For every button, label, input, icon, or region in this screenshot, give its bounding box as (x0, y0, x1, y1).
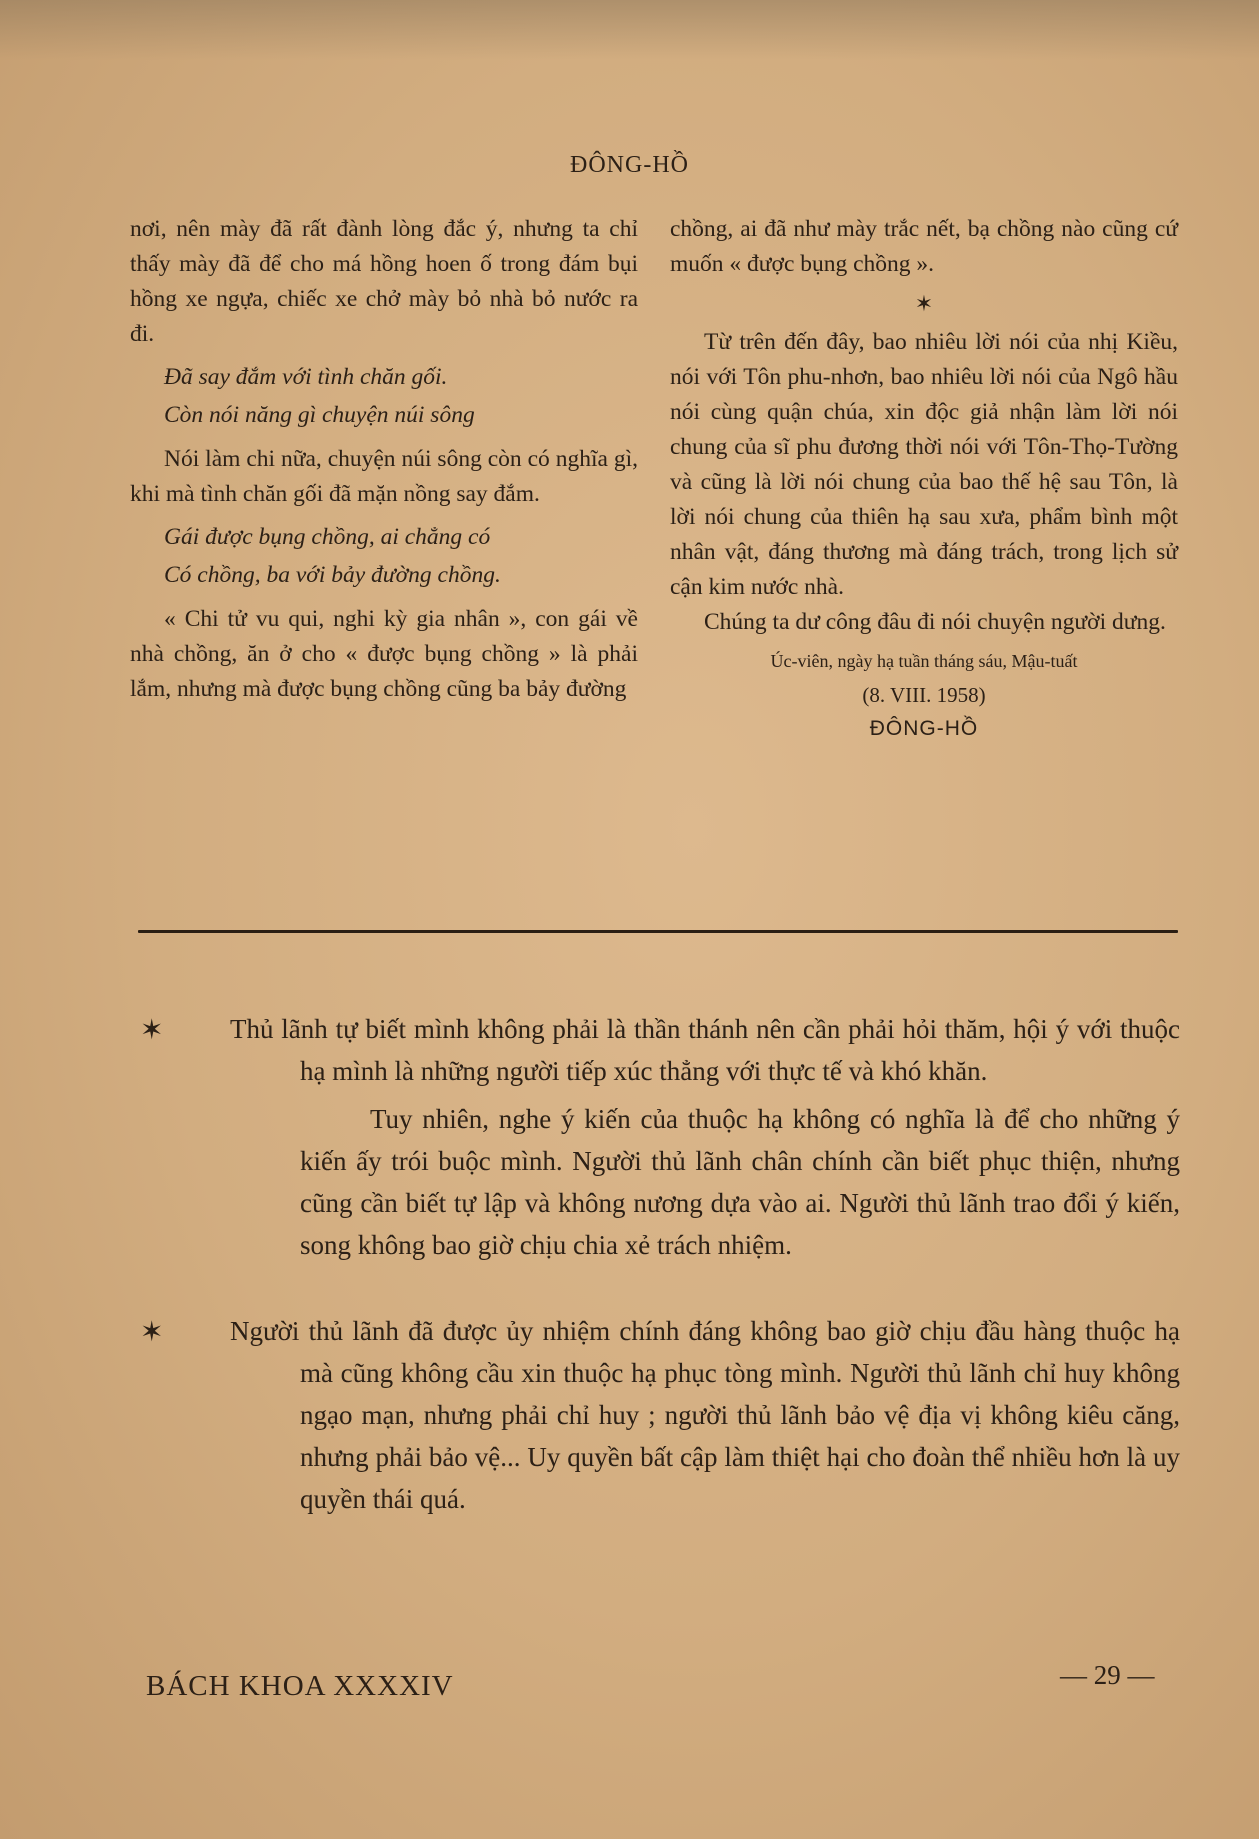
page-edge-shadow (0, 0, 1259, 60)
article-signoff (670, 644, 1178, 746)
left-paragraph-1: nơi, nên mày đã rất đành lòng đắc ý, nhưng ta chỉ thấy mày đã để cho má hồng hoen ố trong đám bụi hồng xe ngựa, chiếc xe chở mày bỏ nhà bỏ nước ra đi. (130, 216, 638, 347)
signoff-author: ĐÔNG-HỒ (869, 717, 979, 740)
quote-section (140, 1008, 1180, 1564)
star-bullet-icon: ✶ (140, 1015, 164, 1046)
verse-line: Có chồng, ba với bảy đường chồng. (164, 562, 501, 588)
star-ornament-icon: ✶ (914, 291, 934, 316)
verse-couplet-1 (164, 358, 638, 434)
star-bullet-icon: ✶ (140, 1317, 164, 1348)
right-paragraph-1: chồng, ai đã như mày trắc nết, bạ chồng nào cũng cứ muốn « được bụng chồng ». (670, 216, 1178, 277)
verse-line: Đã say đắm với tình chăn gối. (164, 364, 448, 390)
verse-line: Còn nói năng gì chuyện núi sông (164, 402, 475, 428)
signoff-place-date: Úc-viên, ngày hạ tuần tháng sáu, Mậu-tuất (770, 651, 1078, 671)
running-title: ĐÔNG-HỒ (570, 152, 689, 178)
verse-line: Gái được bụng chồng, ai chẳng có (164, 524, 491, 550)
section-divider (138, 930, 1178, 933)
right-column (670, 212, 1178, 746)
left-paragraph-2: Nói làm chi nữa, chuyện núi sông còn có nghĩa gì, khi mà tình chăn gối đã mặn nồng say đắm. (130, 446, 638, 507)
publication-name: BÁCH KHOA XXXXIV (146, 1670, 454, 1702)
quote-block-2 (140, 1310, 1180, 1520)
page-number: — 29 — (1060, 1660, 1155, 1690)
quote-block-1 (140, 1008, 1180, 1266)
left-column (130, 212, 638, 707)
quote-paragraph: Người thủ lãnh đã được ủy nhiệm chính đáng không bao giờ chịu đầu hàng thuộc hạ mà cũng không cầu xin thuộc hạ phục tòng mình. Người thủ lãnh chỉ huy không ngạo mạn, nhưng phải chỉ huy ; người thủ lãnh bảo vệ địa vị không kiêu căng, nhưng phải bảo vệ... Uy quyền bất cập làm thiệt hại cho đoàn thể nhiều hơn là uy quyền thái quá. (230, 1316, 1180, 1514)
verse-couplet-2 (164, 518, 638, 594)
right-paragraph-2: Từ trên đến đây, bao nhiêu lời nói của nhị Kiều, nói với Tôn phu-nhơn, bao nhiêu lời nói của Ngô hầu nói cùng quận chúa, xin độc giả nhận làm lời nói chung của sĩ phu đương thời nói với Tôn-Thọ-Tường và cũng là lời nói chung của bao thế hệ sau Tôn, là lời nói chung của thiên hạ sau xưa, phẩm bình một nhân vật, đáng thương mà đáng trách, trong lịch sử cận kim nước nhà. (670, 329, 1178, 600)
quote-paragraph: Thủ lãnh tự biết mình không phải là thần thánh nên cần phải hỏi thăm, hội ý với thuộc hạ mình là những người tiếp xúc thẳng với thực tế và khó khăn. (230, 1014, 1180, 1086)
quote-paragraph: Tuy nhiên, nghe ý kiến của thuộc hạ không có nghĩa là để cho những ý kiến ấy trói buộc mình. Người thủ lãnh chân chính cần biết phục thiện, nhưng cũng cần biết tự lập và không nương dựa vào ai. Người thủ lãnh trao đổi ý kiến, song không bao giờ chịu chia xẻ trách nhiệm. (300, 1104, 1180, 1260)
left-paragraph-3: « Chi tử vu qui, nghi kỳ gia nhân », con gái về nhà chồng, ăn ở cho « được bụng chồng » là phải lắm, nhưng mà được bụng chồng cũng ba bảy đường (130, 606, 638, 702)
signoff-date: (8. VIII. 1958) (862, 683, 986, 707)
right-paragraph-3: Chúng ta dư công đâu đi nói chuyện người dưng. (704, 609, 1166, 635)
